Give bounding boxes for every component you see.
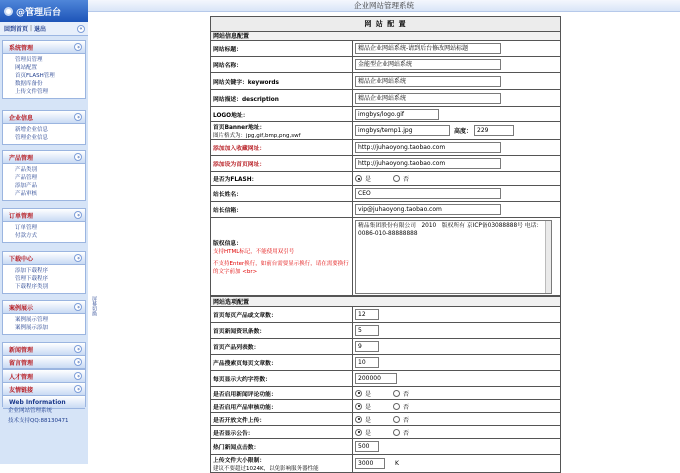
file-upload-no-radio[interactable] (393, 416, 400, 423)
upload-limit-unit: K (395, 460, 399, 467)
home-link[interactable]: 回到首页 (4, 26, 29, 33)
sidebar-item[interactable]: 产品审核 (15, 191, 38, 197)
sidebar-menu-8 (2, 369, 86, 383)
expand-chevron-icon[interactable]: » (74, 211, 82, 219)
copyright-note-br: 不支持Enter换行，如前台需要显示换行，请在需要换行的文字前加 <br> (213, 261, 349, 275)
label-flash: 是否为FLASH： (211, 172, 353, 185)
sidebar-item[interactable]: 付款方式 (15, 233, 38, 239)
expand-chevron-icon[interactable]: » (74, 43, 82, 51)
sidebar-menu-header[interactable] (3, 111, 85, 124)
label-file-upload: 是否开放文件上传： (211, 413, 353, 425)
sidebar-item[interactable]: 管理企业信息 (15, 135, 49, 141)
sidebar-menu-title: 企业信息 (9, 114, 34, 122)
brand-title: @管理后台 (16, 7, 62, 18)
product-audit-yes-radio[interactable] (355, 403, 362, 410)
show-notice-no-radio[interactable] (393, 429, 400, 436)
info-system-name: 企业网站管理系统 (8, 408, 53, 414)
sidebar-menu-2 (2, 150, 86, 201)
label-search-page: 产品搜索页每页文章数： (211, 355, 353, 370)
product-audit-no-radio[interactable] (393, 403, 400, 410)
label-product-page: 首页每页产品或文章数： (211, 307, 353, 322)
file-upload-yes-radio[interactable] (355, 416, 362, 423)
product-page-input[interactable]: 12 (355, 309, 379, 320)
sidebar-menu-title: 友情链接 (9, 386, 34, 394)
row-email (211, 202, 560, 218)
expand-chevron-icon[interactable]: » (74, 113, 82, 121)
sidebar-item[interactable]: 产品类别 (15, 167, 38, 173)
label-homepage: 添加设为首页网址： (211, 156, 353, 171)
expand-chevron-icon[interactable]: » (74, 345, 82, 353)
brand-logo-icon (4, 7, 13, 16)
row-hot-clicks (211, 439, 560, 455)
row-show-notice: 是否显示公告： 是 否 (211, 426, 560, 439)
label-hot-clicks: 热门新闻点击数： (211, 439, 353, 454)
expand-chevron-icon[interactable]: » (74, 153, 82, 161)
panel-title: 网 站 配 置 (211, 17, 560, 32)
admin-brand (0, 0, 88, 22)
row-banner (211, 122, 560, 140)
row-product-page (211, 307, 560, 323)
sidebar-menu-3 (2, 208, 86, 243)
sidebar-menu-7 (2, 355, 86, 369)
description-input[interactable]: 精品企业网站系统 (355, 93, 501, 104)
sidebar-item[interactable]: 首页FLASH管理 (15, 73, 55, 79)
label-upload-limit: 上传文件大小限制： (213, 458, 266, 464)
row-news-comment: 是否启用新闻评论功能： 是 否 (211, 387, 560, 400)
sidebar-menu-title: 订单管理 (9, 212, 34, 220)
sidebar-item[interactable]: 添加下载程序 (15, 268, 49, 274)
favorite-url-input[interactable]: http://juhaoyong.taobao.com (355, 142, 501, 153)
expand-chevron-icon[interactable]: » (74, 303, 82, 311)
row-max-chars (211, 371, 560, 387)
search-page-input[interactable]: 10 (355, 357, 379, 368)
expand-chevron-icon[interactable]: » (74, 385, 82, 393)
label-favorite: 添加加入收藏网址： (211, 140, 353, 155)
flash-no-radio[interactable] (393, 175, 400, 182)
sidebar-menu-4 (2, 251, 86, 294)
textarea-scrollbar[interactable] (545, 221, 551, 293)
sidebar-item[interactable]: 下载程序类别 (15, 284, 49, 290)
sidebar-menu-1 (2, 110, 86, 145)
label-logo: LOGO地址： (211, 107, 353, 121)
system-title: 企业网站管理系统 (354, 1, 414, 10)
row-homepage (211, 156, 560, 172)
sidebar-menu-header[interactable] (3, 356, 85, 369)
label-product-list: 首页产品列表数： (211, 339, 353, 354)
row-description (211, 90, 560, 107)
banner-input[interactable]: imgbys/temp1.jpg (355, 125, 450, 136)
sidebar-menu-header[interactable] (3, 151, 85, 164)
label-owner: 站长姓名： (211, 186, 353, 201)
sidebar-item[interactable]: 订单管理 (15, 225, 38, 231)
sidebar-menu-title: 产品管理 (9, 154, 34, 162)
email-input[interactable]: vip@juhaoyong.taobao.com (355, 204, 501, 215)
row-file-upload: 是否开放文件上传： 是 否 (211, 413, 560, 426)
expand-chevron-icon[interactable]: » (74, 254, 82, 262)
banner-height-label: 高度： (454, 128, 473, 135)
site-name-input[interactable]: 金能型企业网站系统 (355, 59, 501, 70)
sidebar-menu-5 (2, 300, 86, 335)
sidebar-menu-9 (2, 382, 86, 396)
news-comment-no-radio[interactable] (393, 390, 400, 397)
row-news-count (211, 323, 560, 339)
row-logo (211, 107, 560, 122)
screen-switch-tab[interactable]: 屏幕切换 (91, 296, 97, 316)
sidebar-item[interactable]: 产品管理 (15, 175, 38, 181)
sidebar-item[interactable]: 案例展示添加 (15, 325, 49, 331)
sidebar-menu-title: 案例展示 (9, 304, 34, 312)
sidebar-menu-title: 下载中心 (9, 255, 34, 263)
upload-limit-input[interactable]: 3000 (355, 458, 385, 469)
sidebar-item[interactable]: 管理员管理 (15, 57, 43, 63)
sidebar-top-links: 回到首页 | 退出 « (0, 22, 88, 36)
collapse-sidebar-icon[interactable]: « (77, 25, 85, 33)
copyright-note-html: 支持HTML标记，不能使用双引号 (213, 249, 295, 255)
sidebar-menu-6 (2, 342, 86, 356)
label-copyright: 版权信息： (213, 241, 242, 247)
banner-height-input[interactable]: 229 (474, 125, 514, 136)
sidebar-item[interactable]: 新增企业信息 (15, 127, 49, 133)
upload-limit-note: 建议不要超过1024K，以免影响服务器性能 (213, 466, 319, 472)
label-site-name: 网站名称： (211, 57, 353, 72)
site-title-input[interactable]: 精品企业网站系统-请到后台修改网站标题 (355, 43, 501, 54)
news-count-input[interactable]: 5 (355, 325, 379, 336)
row-favorite (211, 140, 560, 156)
sidebar-item[interactable]: 上传文件管理 (15, 89, 49, 95)
section-site-options: 网站选项配置 (211, 296, 560, 307)
logout-link[interactable]: 退出 (34, 26, 47, 33)
news-comment-yes-radio[interactable] (355, 390, 362, 397)
row-owner (211, 186, 560, 202)
sidebar-item[interactable]: 数据库备份 (15, 81, 43, 87)
banner-format-note: 图片格式为：jpg,gif,bmp,png,swf (213, 133, 301, 139)
flash-yes-radio[interactable] (355, 175, 362, 182)
sidebar-menu-header[interactable] (3, 41, 85, 54)
product-list-input[interactable]: 9 (355, 341, 379, 352)
sidebar-menu-title: 留言管理 (9, 359, 34, 367)
copyright-textarea[interactable]: 精品集团股份有限公司 2010 版权所有 京ICP备03088888号 电话：0086-010-88888888 (355, 220, 552, 294)
max-chars-input[interactable]: 200000 (355, 373, 397, 384)
row-copyright (211, 218, 560, 296)
keywords-input[interactable]: 精品企业网站系统 (355, 76, 501, 87)
row-product-list (211, 339, 560, 355)
logo-input[interactable]: imgbys/logo.gif (355, 109, 439, 120)
label-news-comment: 是否启用新闻评论功能： (211, 387, 353, 399)
row-product-audit: 是否启用产品审核功能： 是 否 (211, 400, 560, 413)
sidebar-menu-header[interactable] (3, 301, 85, 314)
site-config-panel (210, 16, 561, 473)
sidebar-menu-header[interactable] (3, 209, 85, 222)
row-keywords (211, 73, 560, 90)
homepage-url-input[interactable]: http://juhaoyong.taobao.com (355, 158, 501, 169)
label-max-chars: 每页显示大约字符数： (211, 371, 353, 386)
label-keywords: 网站关键字：keywords (211, 73, 353, 89)
label-show-notice: 是否显示公告： (211, 426, 353, 438)
row-flash: 是否为FLASH： 是 否 (211, 172, 560, 186)
sidebar-info (2, 406, 86, 426)
sidebar-menu-title: 新闻管理 (9, 346, 34, 354)
row-site-name (211, 57, 560, 73)
label-news-count: 首页新闻资讯条数： (211, 323, 353, 338)
row-site-title (211, 41, 560, 57)
sidebar-menu-header[interactable] (3, 252, 85, 265)
sidebar-item[interactable]: 添加产品 (15, 183, 38, 189)
expand-chevron-icon[interactable]: » (74, 358, 82, 366)
label-banner: 首页Banner地址： (213, 125, 266, 131)
sidebar-menu-title: 系统管理 (9, 44, 34, 52)
sidebar-item[interactable]: 案例展示管理 (15, 317, 49, 323)
sidebar-item[interactable]: 网站配置 (15, 65, 38, 71)
expand-chevron-icon[interactable]: » (74, 372, 82, 380)
show-notice-yes-radio[interactable] (355, 429, 362, 436)
label-email: 站长信箱： (211, 202, 353, 217)
sidebar-menu-0 (2, 40, 86, 99)
hot-clicks-input[interactable]: 500 (355, 441, 379, 452)
sidebar-menu-title: 人才管理 (9, 373, 34, 381)
owner-input[interactable]: CEO (355, 188, 501, 199)
section-site-info: 网站信息配置 (211, 32, 560, 41)
row-search-page (211, 355, 560, 371)
label-description: 网站描述：description (211, 90, 353, 106)
top-bar (88, 0, 680, 12)
sidebar-item[interactable]: 管理下载程序 (15, 276, 49, 282)
label-product-audit: 是否启用产品审核功能： (211, 400, 353, 412)
label-site-title: 网站标题： (211, 41, 353, 56)
sidebar-menu-title: Web Information (9, 398, 66, 406)
info-support-qq: 技术支持QQ:88130471 (8, 418, 69, 424)
